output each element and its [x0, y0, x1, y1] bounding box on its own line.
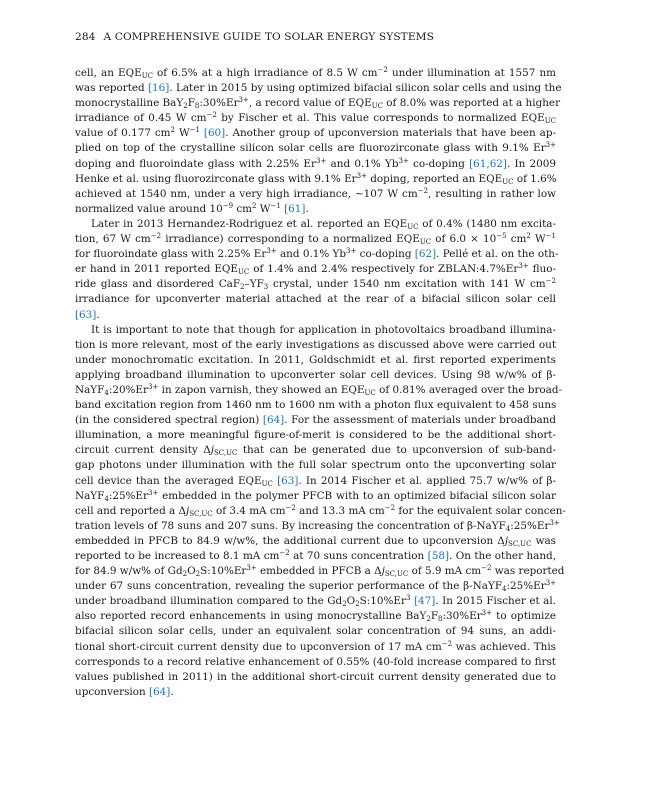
- text-line: plied on top of the crystalline silicon solar cells are fluorozirconate glass with 9.1% $Er^{3+}$: [75, 141, 556, 155]
- text-line: values published in 2011) in the additional short-circuit current density generated due to: [75, 670, 556, 683]
- text-line: doping and fluoroindate glass with 2.25% $Er^{3+}$ and 0.1% $Yb^{3+}$ co-doping [61,62]. In 2009: [75, 156, 556, 170]
- body-text: [75, 66, 566, 700]
- text-line: irradiance for upconverter material attached at the rear of a bifacial silicon solar cell: [75, 293, 556, 306]
- text-line: ride glass and disordered $CaF_2-YF_3$ crystal, under 1540 nm excitation with 141 W $cm^{-2}$: [75, 277, 556, 292]
- citation-link[interactable]: [63]: [75, 308, 97, 321]
- text-line: tration levels of 78 suns and 207 suns. By increasing the concentration of $\beta-NaYF_4:25\%Er^{3+}$: [75, 518, 560, 533]
- citation-link[interactable]: [61]: [284, 202, 306, 215]
- text-line: irradiance of 0.45 W $cm^{-2}$ by Fischer et al. This value corresponds to normalized $EQE_{UC}$: [75, 111, 556, 126]
- text-line: illumination, a more meaningful figure-of-merit is considered to be the additional short-: [75, 429, 556, 442]
- text-line: Henke et al. using fluorozirconate glass with 9.1% $Er^{3+}$ doping, reported an $EQE_{UC}$ of 1.6%: [75, 171, 557, 186]
- text-line: for fluoroindate glass with 2.25% $Er^{3+}$ and 0.1% $Yb^{3+}$ co-doping [62]. Pellé et al. on the oth-: [75, 247, 559, 261]
- text-line: $NaYF_4:25\%Er^{3+}$ embedded in the polymer PFCB with to an optimized bifacial silicon solar: [75, 488, 556, 503]
- text-line: $NaYF_4:20\%Er^{3+}$ in zapon varnish, they showed an $EQE_{UC}$ of 0.81% averaged over the broad-: [75, 382, 563, 397]
- text-line: reported to be increased to 8.1 mA $cm^{-2}$ at 70 suns concentration [58]. On the other hand,: [75, 549, 556, 562]
- text-line: applying broadband illumination to upconverter solar cell devices. Using 98 w/w% of β-: [75, 368, 556, 381]
- paragraph-2: [75, 217, 559, 323]
- text-line: band excitation region from 1460 nm to 1600 nm with a photon flux equivalent to 458 suns: [75, 399, 557, 412]
- text-line: monocrystalline $BaY_2F_8:30\%Er^{3+}$, a record value of $EQE_{UC}$ of 8.0% was reported at a higher: [75, 96, 561, 111]
- citation-link[interactable]: [64]: [149, 685, 171, 698]
- text-line: value of 0.177 $cm^2$ $W^{-1}$ [60]. Another group of upconversion materials that have been ap-: [75, 126, 556, 140]
- text-line: tional short-circuit current density due to upconversion of 17 mA $cm^{-2}$ was achieved. This: [75, 639, 556, 653]
- text-line: normalized value around $10^{-9}$ $cm^2$ $W^{-1}$ [61].: [75, 201, 309, 215]
- text-line: upconversion [64].: [75, 685, 174, 698]
- text-line: cell and reported a $\Delta j_{SC,UC}$ of 3.4 mA $cm^{-2}$ and 13.3 mA $cm^{-2}$ for the equivalent solar concen-: [75, 503, 566, 518]
- text-line: under monochromatic excitation. In 2011, Goldschmidt et al. first reported experiments: [75, 353, 556, 366]
- citation-link[interactable]: [47]: [413, 595, 436, 608]
- citation-link[interactable]: [16]: [148, 82, 170, 95]
- running-title: A COMPREHENSIVE GUIDE TO SOLAR ENERGY SYSTEMS: [103, 31, 434, 43]
- running-header: [75, 28, 556, 46]
- citation-link[interactable]: [64]: [262, 414, 285, 427]
- text-line: for 84.9 w/w% of $Gd_2O_2S:10\%Er^{3+}$ embedded in PFCB a $\Delta j_{SC,UC}$ of 5.9 mA $cm^{-2}$ was reported: [75, 564, 565, 579]
- text-line: was reported [16]. Later in 2015 by using optimized bifacial silicon solar cells and using the: [75, 82, 562, 95]
- text-line: circuit current density $\Delta j_{SC,UC}$ that can be generated due to upconversion of sub-band-: [75, 444, 556, 458]
- text-line: tion is more relevant, most of the early investigations as discussed above were carried out: [75, 338, 556, 351]
- text-line: cell, an $EQE_{UC}$ of 6.5% at a high irradiance of 8.5 W $cm^{-2}$ under illumination at 1557 nm: [75, 66, 557, 80]
- text-line: (in the considered spectral region) [64]. For the assessment of materials under broadband: [75, 414, 557, 427]
- paragraph-3: [75, 323, 566, 700]
- text-line: Later in 2013 Hernandez-Rodriguez et al. reported an $EQE_{UC}$ of 0.4% (1480 nm excita-: [91, 217, 556, 231]
- page: [75, 28, 566, 700]
- text-line: also reported record enhancements in using monocrystalline $BaY_2F_8:30\%Er^{3+}$ to optimize: [75, 609, 556, 624]
- text-line: corresponds to a record relative enhancement of 0.55% (40-fold increase compared to first: [75, 655, 556, 668]
- citation-link[interactable]: [58]: [427, 550, 450, 562]
- citation-link[interactable]: [61,62]: [469, 157, 507, 170]
- text-line: under 67 suns concentration, revealing the superior performance of the $\beta-NaYF_4:25\%Er^{3+}$: [75, 579, 556, 594]
- page-number: 284: [75, 31, 96, 43]
- citation-link[interactable]: [63]: [277, 474, 299, 487]
- text-line: under broadband illumination compared to the $Gd_2O_2S:10\%Er^3$ [47]. In 2015 Fischer et al.: [75, 594, 556, 609]
- text-line: gap photons under illumination with the full solar spectrum onto the upconverting solar: [75, 459, 556, 472]
- text-line: It is important to note that though for application in photovoltaics broadband illumina-: [91, 323, 556, 336]
- text-line: embedded in PFCB to 84.9 w/w%, the additional current due to upconversion $\Delta j_{SC,UC}$ was: [75, 534, 556, 548]
- text-line: er hand in 2011 reported $EQE_{UC}$ of 1.4% and 2.4% respectively for $ZBLAN:4.7\%Er^{3+}$ fluo-: [75, 262, 556, 277]
- text-line: bifacial silicon solar cells, under an equivalent solar concentration of 94 suns, an addi-: [75, 625, 556, 638]
- citation-link[interactable]: [62]: [414, 248, 437, 261]
- text-line: [63].: [75, 308, 100, 321]
- text-line: cell device than the averaged $EQE_{UC}$ [63]. In 2014 Fischer et al. applied 75.7 w/w% of β-: [75, 474, 556, 488]
- text-line: tion, 67 W $cm^{-2}$ irradiance) corresponding to a normalized $EQE_{UC}$ of $6.0 \times 10^{-5}$ $cm^2$ $W^{-1}$: [75, 232, 557, 247]
- paragraph-1: [75, 66, 562, 217]
- citation-link[interactable]: [60]: [203, 127, 226, 140]
- text-line: achieved at 1540 nm, under a very high irradiance, ~107 W $cm^{-2}$, resulting in rather low: [75, 186, 556, 200]
